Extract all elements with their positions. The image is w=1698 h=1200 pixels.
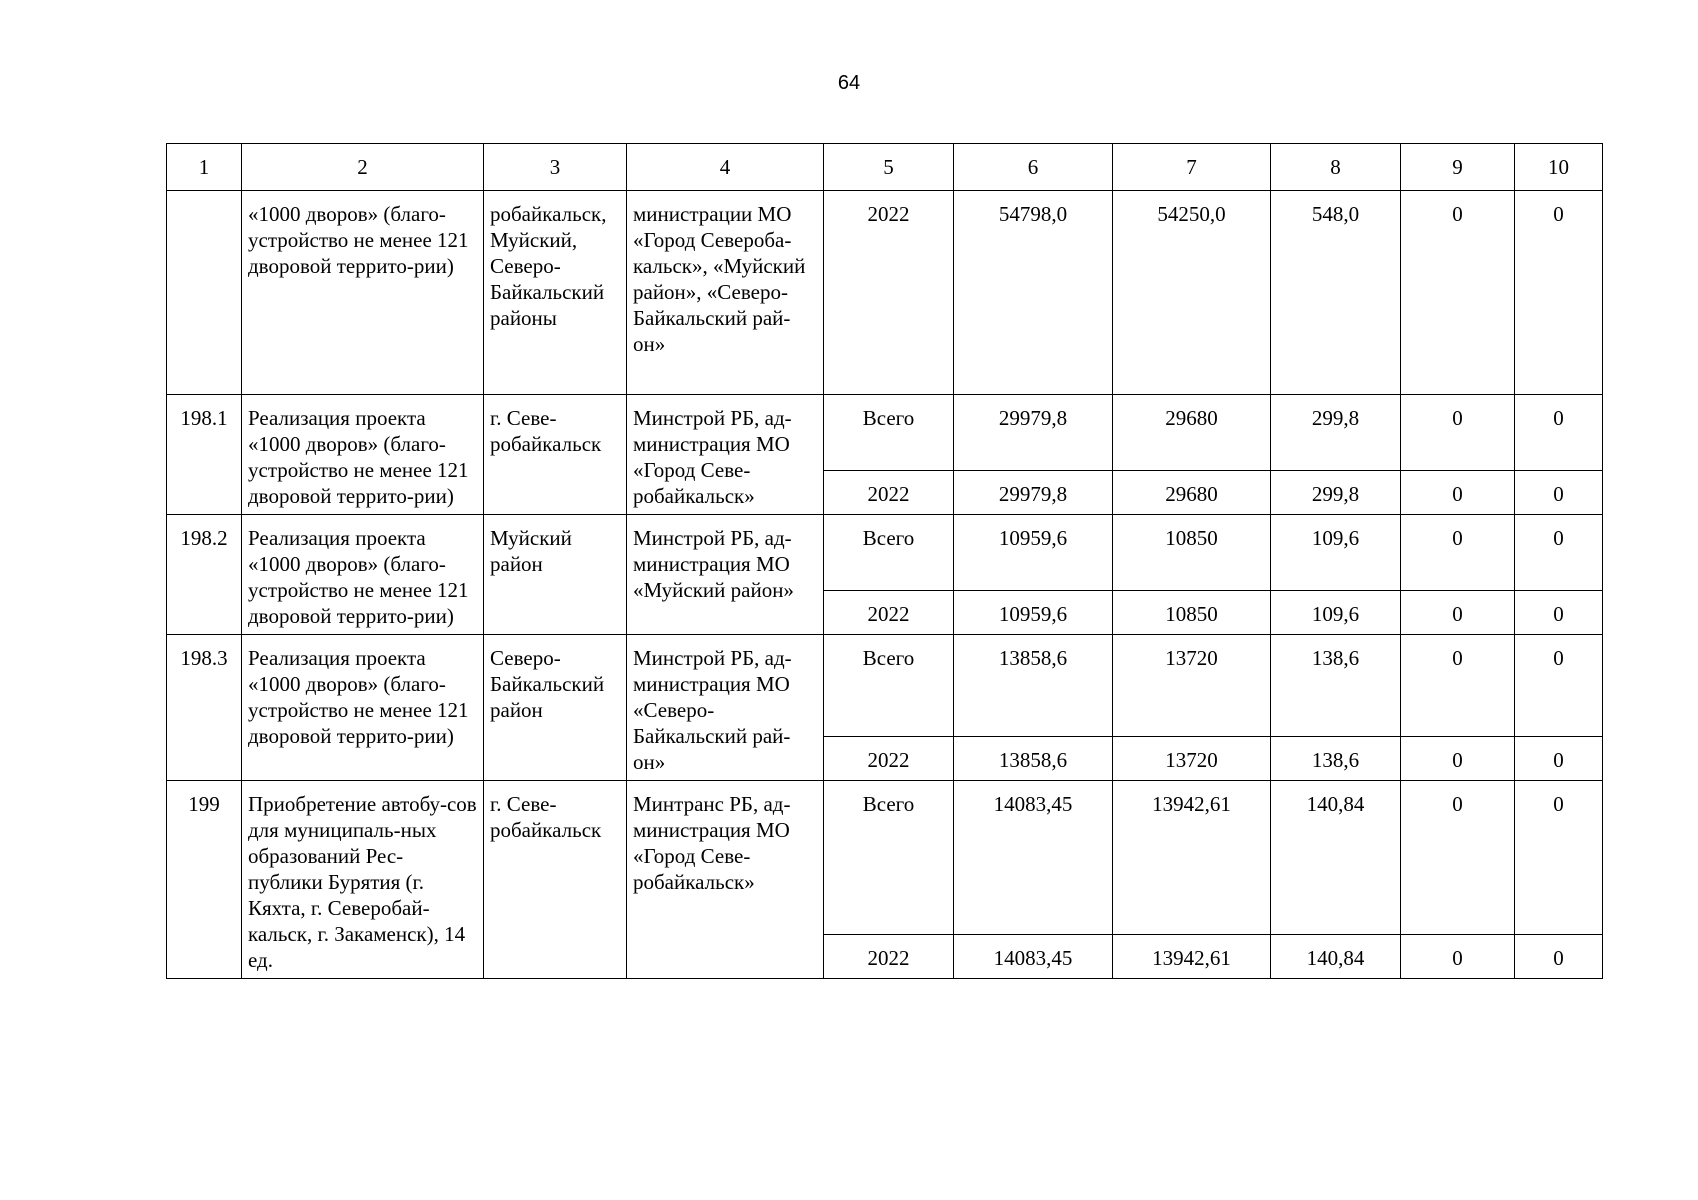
measure-name-cell: Реализация проекта «1000 дворов» (благо-устройство не менее 121 дворовой террито-рии) bbox=[242, 515, 484, 635]
value-cell: 54250,0 bbox=[1113, 191, 1271, 395]
location-cell: г. Севе-робайкальск bbox=[484, 781, 627, 979]
table-header-row bbox=[167, 144, 1603, 191]
measure-name-cell: Приобретение автобу-сов для муниципаль-ных образований Рес-публики Бурятия (г. Кяхта, г. Северобай-кальск, г. Закаменск), 14 ед. bbox=[242, 781, 484, 979]
value-cell: 0 bbox=[1401, 935, 1515, 979]
value-cell: 10959,6 bbox=[954, 591, 1113, 635]
executor-cell: Минстрой РБ, ад-министрация МО «Город Севе-робайкальск» bbox=[627, 395, 824, 515]
value-cell: 138,6 bbox=[1271, 737, 1401, 781]
executor-cell: Минстрой РБ, ад-министрация МО «Северо-Байкальский рай-он» bbox=[627, 635, 824, 781]
value-cell: 0 bbox=[1515, 781, 1603, 935]
row-number-cell bbox=[167, 191, 242, 395]
row-number-cell: 198.2 bbox=[167, 515, 242, 635]
table-row bbox=[167, 635, 1603, 737]
column-header: 6 bbox=[954, 144, 1113, 191]
value-cell: 14083,45 bbox=[954, 935, 1113, 979]
value-cell: 299,8 bbox=[1271, 395, 1401, 471]
value-cell: 0 bbox=[1401, 471, 1515, 515]
period-cell: Всего bbox=[824, 635, 954, 737]
value-cell: 140,84 bbox=[1271, 935, 1401, 979]
value-cell: 29979,8 bbox=[954, 471, 1113, 515]
value-cell: 0 bbox=[1401, 395, 1515, 471]
column-header: 8 bbox=[1271, 144, 1401, 191]
period-cell: 2022 bbox=[824, 591, 954, 635]
period-cell: 2022 bbox=[824, 935, 954, 979]
location-cell: Муйский район bbox=[484, 515, 627, 635]
value-cell: 13720 bbox=[1113, 635, 1271, 737]
value-cell: 138,6 bbox=[1271, 635, 1401, 737]
table-row bbox=[167, 191, 1603, 395]
value-cell: 299,8 bbox=[1271, 471, 1401, 515]
value-cell: 14083,45 bbox=[954, 781, 1113, 935]
column-header: 3 bbox=[484, 144, 627, 191]
value-cell: 0 bbox=[1401, 781, 1515, 935]
measure-name-cell: «1000 дворов» (благо-устройство не менее 121 дворовой террито-рии) bbox=[242, 191, 484, 395]
page-number: 64 bbox=[837, 72, 861, 94]
budget-table bbox=[166, 143, 1603, 979]
value-cell: 0 bbox=[1401, 191, 1515, 395]
value-cell: 140,84 bbox=[1271, 781, 1401, 935]
value-cell: 0 bbox=[1515, 935, 1603, 979]
value-cell: 0 bbox=[1401, 635, 1515, 737]
table-row bbox=[167, 515, 1603, 591]
value-cell: 0 bbox=[1515, 591, 1603, 635]
value-cell: 0 bbox=[1515, 191, 1603, 395]
table-row bbox=[167, 781, 1603, 935]
location-cell: Северо-Байкальский район bbox=[484, 635, 627, 781]
column-header: 7 bbox=[1113, 144, 1271, 191]
value-cell: 54798,0 bbox=[954, 191, 1113, 395]
location-cell: робайкальск, Муйский, Северо-Байкальский районы bbox=[484, 191, 627, 395]
column-header: 5 bbox=[824, 144, 954, 191]
value-cell: 29680 bbox=[1113, 395, 1271, 471]
value-cell: 0 bbox=[1401, 591, 1515, 635]
value-cell: 0 bbox=[1401, 515, 1515, 591]
value-cell: 13942,61 bbox=[1113, 935, 1271, 979]
column-header: 4 bbox=[627, 144, 824, 191]
column-header: 9 bbox=[1401, 144, 1515, 191]
period-cell: Всего bbox=[824, 781, 954, 935]
value-cell: 0 bbox=[1515, 737, 1603, 781]
executor-cell: министрации МО «Город Североба-кальск», «Муйский район», «Северо-Байкальский рай-он» bbox=[627, 191, 824, 395]
value-cell: 109,6 bbox=[1271, 591, 1401, 635]
value-cell: 13858,6 bbox=[954, 737, 1113, 781]
table-row bbox=[167, 395, 1603, 471]
value-cell: 0 bbox=[1515, 515, 1603, 591]
measure-name-cell: Реализация проекта «1000 дворов» (благо-устройство не менее 121 дворовой террито-рии) bbox=[242, 395, 484, 515]
value-cell: 13720 bbox=[1113, 737, 1271, 781]
value-cell: 10959,6 bbox=[954, 515, 1113, 591]
measure-name-cell: Реализация проекта «1000 дворов» (благо-устройство не менее 121 дворовой террито-рии) bbox=[242, 635, 484, 781]
value-cell: 13942,61 bbox=[1113, 781, 1271, 935]
column-header: 1 bbox=[167, 144, 242, 191]
value-cell: 0 bbox=[1515, 395, 1603, 471]
period-cell: 2022 bbox=[824, 471, 954, 515]
row-number-cell: 198.1 bbox=[167, 395, 242, 515]
value-cell: 0 bbox=[1401, 737, 1515, 781]
value-cell: 0 bbox=[1515, 471, 1603, 515]
value-cell: 10850 bbox=[1113, 591, 1271, 635]
value-cell: 29680 bbox=[1113, 471, 1271, 515]
row-number-cell: 198.3 bbox=[167, 635, 242, 781]
value-cell: 10850 bbox=[1113, 515, 1271, 591]
period-cell: 2022 bbox=[824, 737, 954, 781]
value-cell: 29979,8 bbox=[954, 395, 1113, 471]
value-cell: 0 bbox=[1515, 635, 1603, 737]
value-cell: 548,0 bbox=[1271, 191, 1401, 395]
value-cell: 13858,6 bbox=[954, 635, 1113, 737]
column-header: 2 bbox=[242, 144, 484, 191]
location-cell: г. Севе-робайкальск bbox=[484, 395, 627, 515]
period-cell: Всего bbox=[824, 515, 954, 591]
period-cell: 2022 bbox=[824, 191, 954, 395]
executor-cell: Минтранс РБ, ад-министрация МО «Город Севе-робайкальск» bbox=[627, 781, 824, 979]
period-cell: Всего bbox=[824, 395, 954, 471]
executor-cell: Минстрой РБ, ад-министрация МО «Муйский район» bbox=[627, 515, 824, 635]
value-cell: 109,6 bbox=[1271, 515, 1401, 591]
column-header: 10 bbox=[1515, 144, 1603, 191]
row-number-cell: 199 bbox=[167, 781, 242, 979]
